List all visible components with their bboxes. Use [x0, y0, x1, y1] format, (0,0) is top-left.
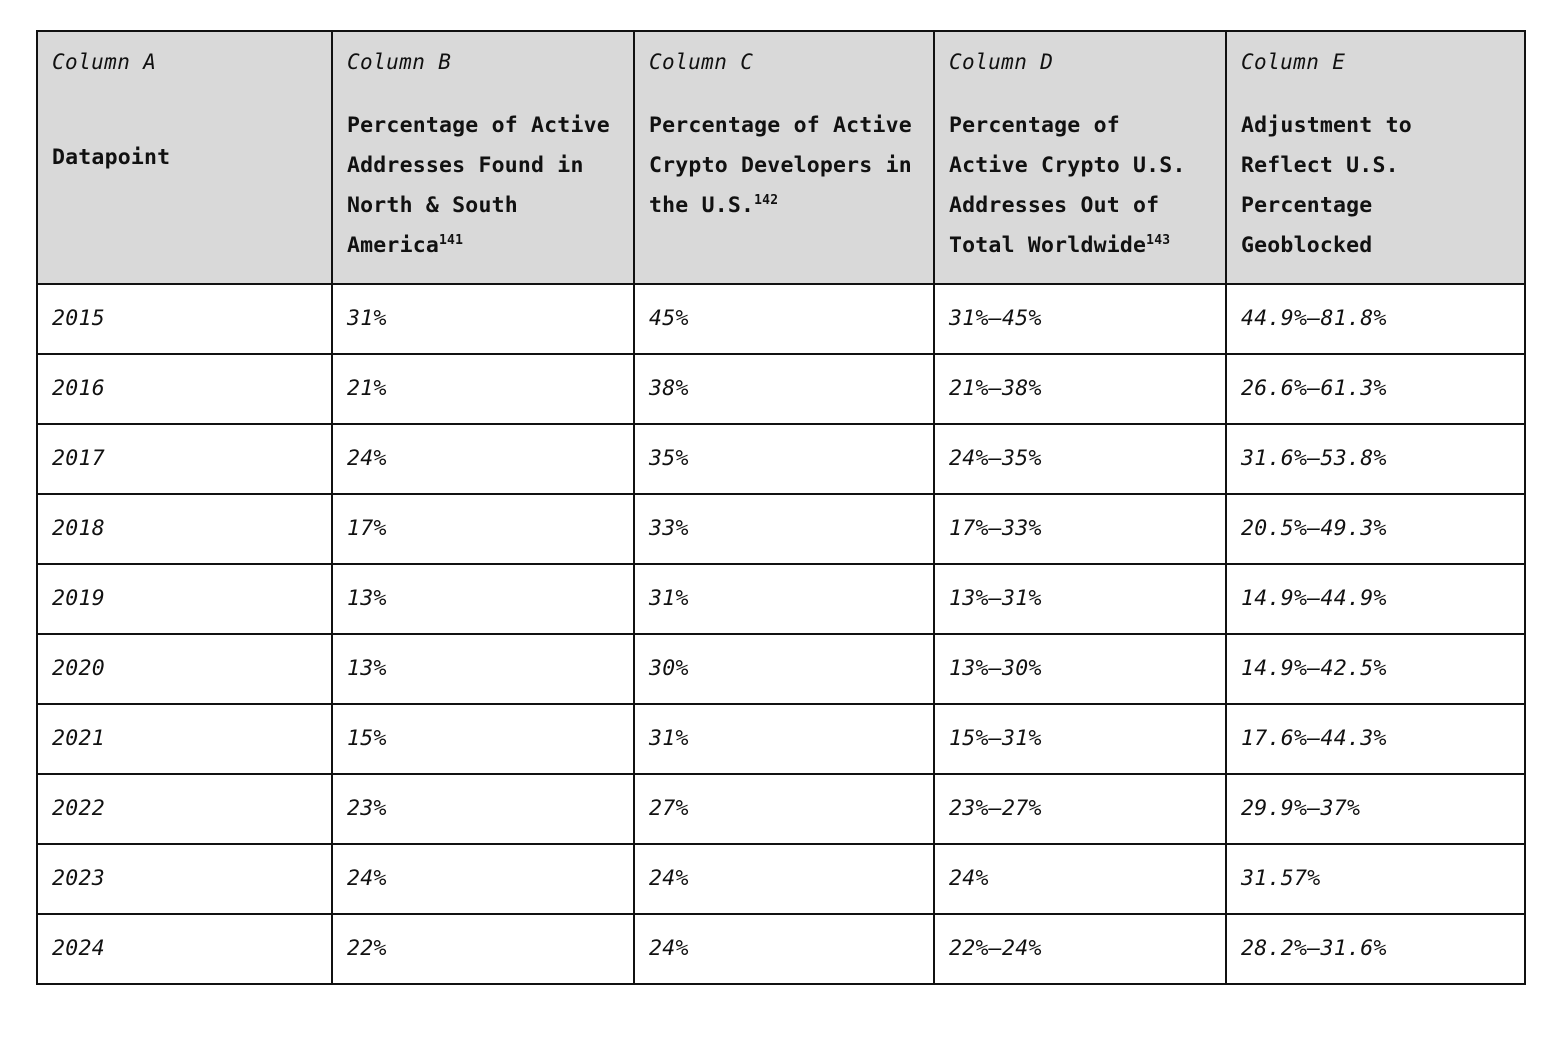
cell-developers-us: 24%: [634, 914, 934, 984]
table-body: [37, 284, 1525, 984]
column-header-b: [332, 31, 634, 284]
table-row: [37, 914, 1525, 984]
cell-geoblock-adjustment: 14.9%–44.9%: [1226, 564, 1525, 634]
cell-developers-us: 33%: [634, 494, 934, 564]
column-title-c-text: Percentage of Active Crypto Developers in the U.S.: [649, 113, 912, 218]
cell-developers-us: 30%: [634, 634, 934, 704]
table-header: [37, 31, 1525, 284]
cell-geoblock-adjustment: 31.57%: [1226, 844, 1525, 914]
table-row: [37, 494, 1525, 564]
cell-geoblock-adjustment: 14.9%–42.5%: [1226, 634, 1525, 704]
footnote-marker-143: 143: [1146, 232, 1171, 248]
cell-datapoint: 2020: [37, 634, 332, 704]
cell-addresses-americas: 15%: [332, 704, 634, 774]
cell-datapoint: 2024: [37, 914, 332, 984]
cell-geoblock-adjustment: 28.2%–31.6%: [1226, 914, 1525, 984]
cell-developers-us: 31%: [634, 564, 934, 634]
cell-geoblock-adjustment: 31.6%–53.8%: [1226, 424, 1525, 494]
cell-datapoint: 2023: [37, 844, 332, 914]
table-header-row: [37, 31, 1525, 284]
cell-datapoint: 2018: [37, 494, 332, 564]
column-title-a: [52, 138, 317, 178]
column-title-d-text: Percentage of Active Crypto U.S. Addresses Out of Total Worldwide: [949, 113, 1186, 258]
cell-geoblock-adjustment: 44.9%–81.8%: [1226, 284, 1525, 354]
cell-datapoint: 2017: [37, 424, 332, 494]
cell-addresses-americas: 21%: [332, 354, 634, 424]
crypto-us-percentage-table: [36, 30, 1526, 985]
cell-us-share: 15%–31%: [934, 704, 1226, 774]
table-row: [37, 564, 1525, 634]
cell-addresses-americas: 23%: [332, 774, 634, 844]
table-row: [37, 354, 1525, 424]
footnote-marker-141: 141: [439, 232, 464, 248]
cell-us-share: 31%–45%: [934, 284, 1226, 354]
cell-us-share: 13%–31%: [934, 564, 1226, 634]
column-header-c: [634, 31, 934, 284]
cell-developers-us: 35%: [634, 424, 934, 494]
cell-us-share: 23%–27%: [934, 774, 1226, 844]
table-row: [37, 284, 1525, 354]
column-header-e: [1226, 31, 1525, 284]
column-title-b-text: Percentage of Active Addresses Found in North & South America: [347, 113, 610, 258]
column-title-b: [347, 106, 619, 265]
cell-us-share: 17%–33%: [934, 494, 1226, 564]
cell-addresses-americas: 17%: [332, 494, 634, 564]
column-label-a: Column A: [52, 50, 157, 74]
footnote-marker-142: 142: [754, 192, 779, 208]
cell-developers-us: 24%: [634, 844, 934, 914]
column-title-e-text: Adjustment to Reflect U.S. Percentage Geoblocked: [1241, 113, 1412, 258]
cell-developers-us: 38%: [634, 354, 934, 424]
cell-geoblock-adjustment: 17.6%–44.3%: [1226, 704, 1525, 774]
column-header-d: [934, 31, 1226, 284]
table-row: [37, 774, 1525, 844]
column-label-d: Column D: [949, 50, 1054, 74]
cell-addresses-americas: 24%: [332, 424, 634, 494]
cell-developers-us: 45%: [634, 284, 934, 354]
cell-addresses-americas: 31%: [332, 284, 634, 354]
cell-datapoint: 2021: [37, 704, 332, 774]
column-title-e: [1241, 106, 1510, 265]
cell-addresses-americas: 22%: [332, 914, 634, 984]
column-label-e: Column E: [1241, 50, 1346, 74]
cell-datapoint: 2019: [37, 564, 332, 634]
cell-us-share: 24%: [934, 844, 1226, 914]
table-row: [37, 424, 1525, 494]
column-label-c: Column C: [649, 50, 754, 74]
cell-geoblock-adjustment: 20.5%–49.3%: [1226, 494, 1525, 564]
cell-addresses-americas: 13%: [332, 634, 634, 704]
cell-us-share: 24%–35%: [934, 424, 1226, 494]
cell-datapoint: 2022: [37, 774, 332, 844]
column-label-b: Column B: [347, 50, 452, 74]
column-title-d: [949, 106, 1211, 265]
column-title-c: [649, 106, 919, 225]
cell-us-share: 13%–30%: [934, 634, 1226, 704]
column-header-a: [37, 31, 332, 284]
cell-addresses-americas: 24%: [332, 844, 634, 914]
cell-developers-us: 27%: [634, 774, 934, 844]
cell-geoblock-adjustment: 29.9%–37%: [1226, 774, 1525, 844]
table-row: [37, 704, 1525, 774]
cell-datapoint: 2015: [37, 284, 332, 354]
column-title-a-text: Datapoint: [52, 145, 171, 171]
cell-us-share: 22%–24%: [934, 914, 1226, 984]
table-row: [37, 844, 1525, 914]
cell-developers-us: 31%: [634, 704, 934, 774]
cell-us-share: 21%–38%: [934, 354, 1226, 424]
cell-geoblock-adjustment: 26.6%–61.3%: [1226, 354, 1525, 424]
cell-datapoint: 2016: [37, 354, 332, 424]
table-row: [37, 634, 1525, 704]
cell-addresses-americas: 13%: [332, 564, 634, 634]
